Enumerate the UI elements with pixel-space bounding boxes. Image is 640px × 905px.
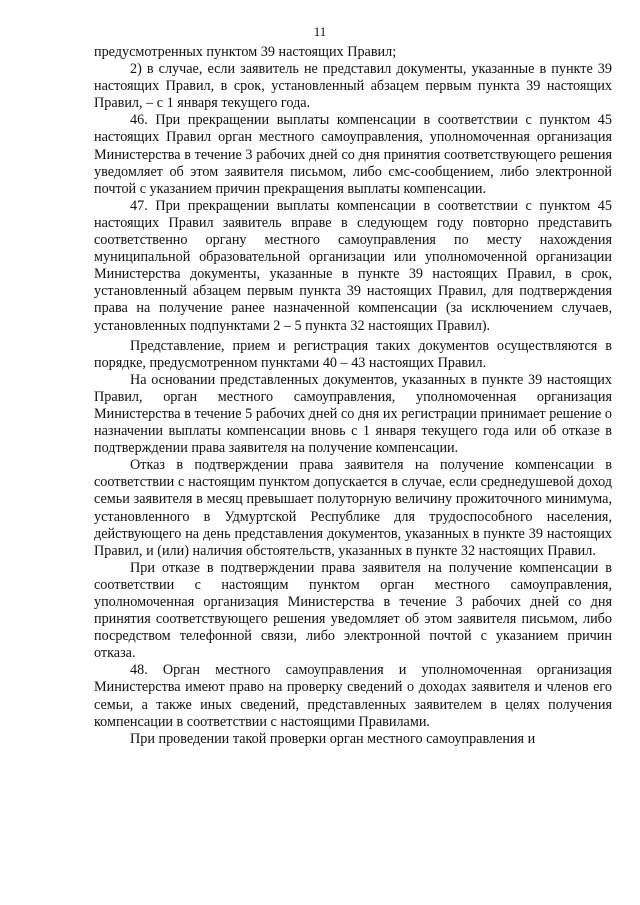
paragraph-2: 2) в случае, если заявитель не представил документы, указанные в пункте 39 настоящих Правил, в срок, установленный абзацем первым пункта 39 настоящих Правил, – с 1 января текущего года. (94, 61, 612, 112)
document-body (94, 44, 612, 748)
paragraph-47-refusal: Отказ в подтверждении права заявителя на получение компенсации в соответствии с настоящим пунктом допускается в случае, если среднедушевой доход семьи заявителя в месяц превышает полуторную величину прожиточного минимума, установленного в Удмуртской Республике для трудоспособного населения, действующего на день представления документов, указанных в пункте 39 настоящих Правил, и (или) наличия обстоятельств, указанных в пункте 32 настоящих Правил. (94, 457, 612, 559)
paragraph-47-decision: На основании представленных документов, указанных в пункте 39 настоящих Правил, орган местного самоуправления, уполномоченная организация Министерства в течение 5 рабочих дней со дня их регистрации принимает решение о назначении выплаты компенсации вновь с 1 января текущего года или об отказе в подтверждении права заявителя на получение компенсации. (94, 371, 612, 457)
paragraph-47-submission: Представление, прием и регистрация таких документов осуществляются в порядке, предусмотренном пунктами 40 – 43 настоящих Правил. (94, 337, 612, 371)
paragraph-47: 47. При прекращении выплаты компенсации в соответствии с пунктом 45 настоящих Правил заявитель вправе в следующем году повторно представить соответственно органу местного самоуправления по месту нахождения муниципальной образовательной организации или уполномоченной организации Министерства документы, указанные в пункте 39 настоящих Правил, в срок, установленный абзацем первым пункта 39 настоящих Правил, для подтверждения права на получение ранее назначенной компенсации (за исключением случаев, установленных подпунктами 2 – 5 пункта 32 настоящих Правил). (94, 197, 612, 334)
page-number: 11 (313, 24, 327, 39)
paragraph-48: 48. Орган местного самоуправления и уполномоченная организация Министерства имеют право на проверку сведений о доходах заявителя и членов его семьи, а также иных сведений, представленных заявителем в целях получения компенсации в соответствии с настоящими Правилами. (94, 662, 612, 730)
paragraph-46: 46. При прекращении выплаты компенсации в соответствии с пунктом 45 настоящих Правил орган местного самоуправления, уполномоченная организация Министерства в течение 3 рабочих дней со дня принятия соответствующего решения уведомляет об этом заявителя письмом, либо смс-сообщением, либо электронной почтой с указанием причин прекращения выплаты компенсации. (94, 112, 612, 197)
paragraph-48-check: При проведении такой проверки орган местного самоуправления и (130, 730, 536, 747)
paragraph-47-notification: При отказе в подтверждении права заявителя на получение компенсации в соответствии с настоящим пунктом орган местного самоуправления, уполномоченная организация Министерства в течение 3 рабочих дней со дня принятия соответствующего решения уведомляет об этом заявителя письмом, либо посредством телефонной связи, либо электронной почтой с указанием причин отказа. (94, 559, 612, 662)
paragraph-1: предусмотренных пунктом 39 настоящих Правил; (94, 44, 397, 60)
